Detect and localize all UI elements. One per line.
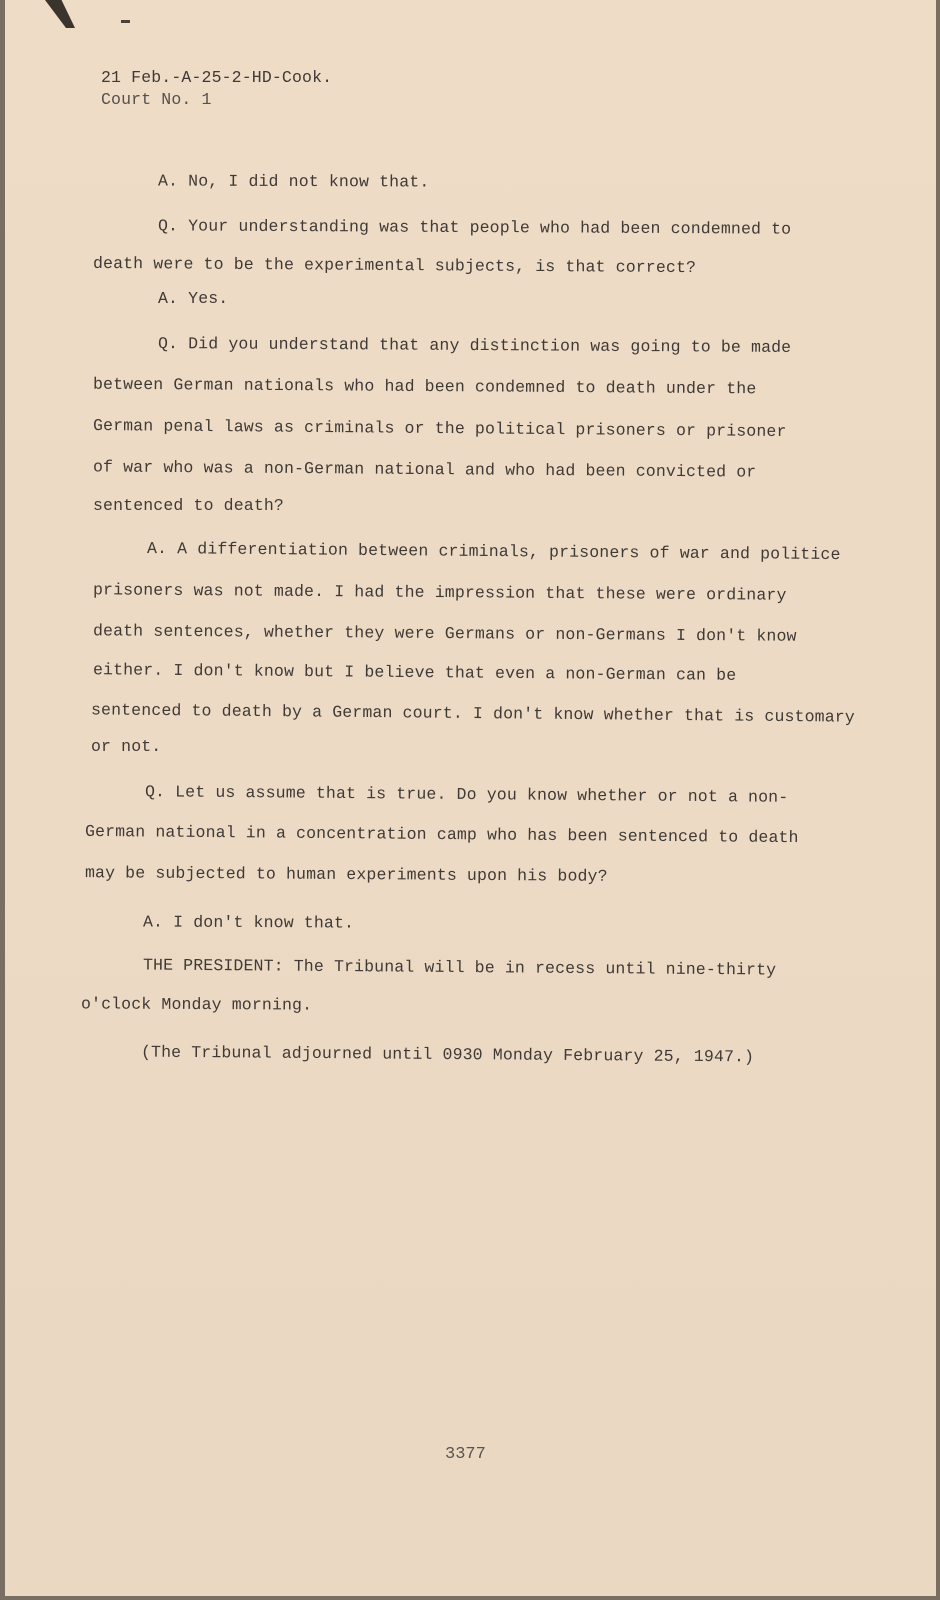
question-line: between German nationals who had been condemned to death under the bbox=[92, 374, 757, 399]
page-number: 3377 bbox=[445, 1445, 486, 1464]
question-line: German penal laws as criminals or the political prisoners or prisoner bbox=[92, 415, 787, 442]
ink-dash-mark bbox=[121, 20, 130, 23]
corner-ink-mark bbox=[45, 0, 75, 28]
question-line: Q. Did you understand that any distinction was going to be made bbox=[157, 334, 792, 357]
answer-line: A. A differentiation between criminals, prisoners of war and politice bbox=[146, 538, 841, 565]
answer-line: death sentences, whether they were Germans or non-Germans I don't know bbox=[92, 621, 797, 646]
president-statement: THE PRESIDENT: The Tribunal will be in recess until nine-thirty bbox=[142, 955, 777, 980]
header-court-number: Court No. 1 bbox=[101, 90, 212, 109]
question-line: Q. Let us assume that is true. Do you know whether or not a non- bbox=[144, 782, 789, 807]
president-statement: o'clock Monday morning. bbox=[80, 994, 313, 1015]
answer-line: A. No, I did not know that. bbox=[157, 171, 430, 192]
question-line: of war who was a non-German national and who had been convicted or bbox=[92, 457, 757, 482]
answer-line: A. I don't know that. bbox=[142, 912, 355, 933]
typed-transcript-page bbox=[5, 0, 936, 1596]
header-session-code: 21 Feb.-A-25-2-HD-Cook. bbox=[101, 68, 333, 87]
question-line: death were to be the experimental subjects, is that correct? bbox=[92, 253, 697, 278]
question-line: German national in a concentration camp who has been sentenced to death bbox=[84, 821, 799, 848]
answer-line: or not. bbox=[91, 737, 162, 756]
adjournment-note: (The Tribunal adjourned until 0930 Monday February 25, 1947.) bbox=[140, 1042, 755, 1067]
question-line: sentenced to death? bbox=[93, 496, 284, 515]
answer-line: either. I don't know but I believe that even a non-German can be bbox=[92, 660, 737, 685]
question-line: may be subjected to human experiments upon his body? bbox=[84, 863, 608, 886]
answer-line: sentenced to death by a German court. I don't know whether that is customary bbox=[90, 700, 856, 727]
answer-line: prisoners was not made. I had the impression that these were ordinary bbox=[92, 580, 787, 605]
question-line: Q. Your understanding was that people who had been condemned to bbox=[157, 216, 792, 239]
answer-line: A. Yes. bbox=[158, 289, 229, 308]
